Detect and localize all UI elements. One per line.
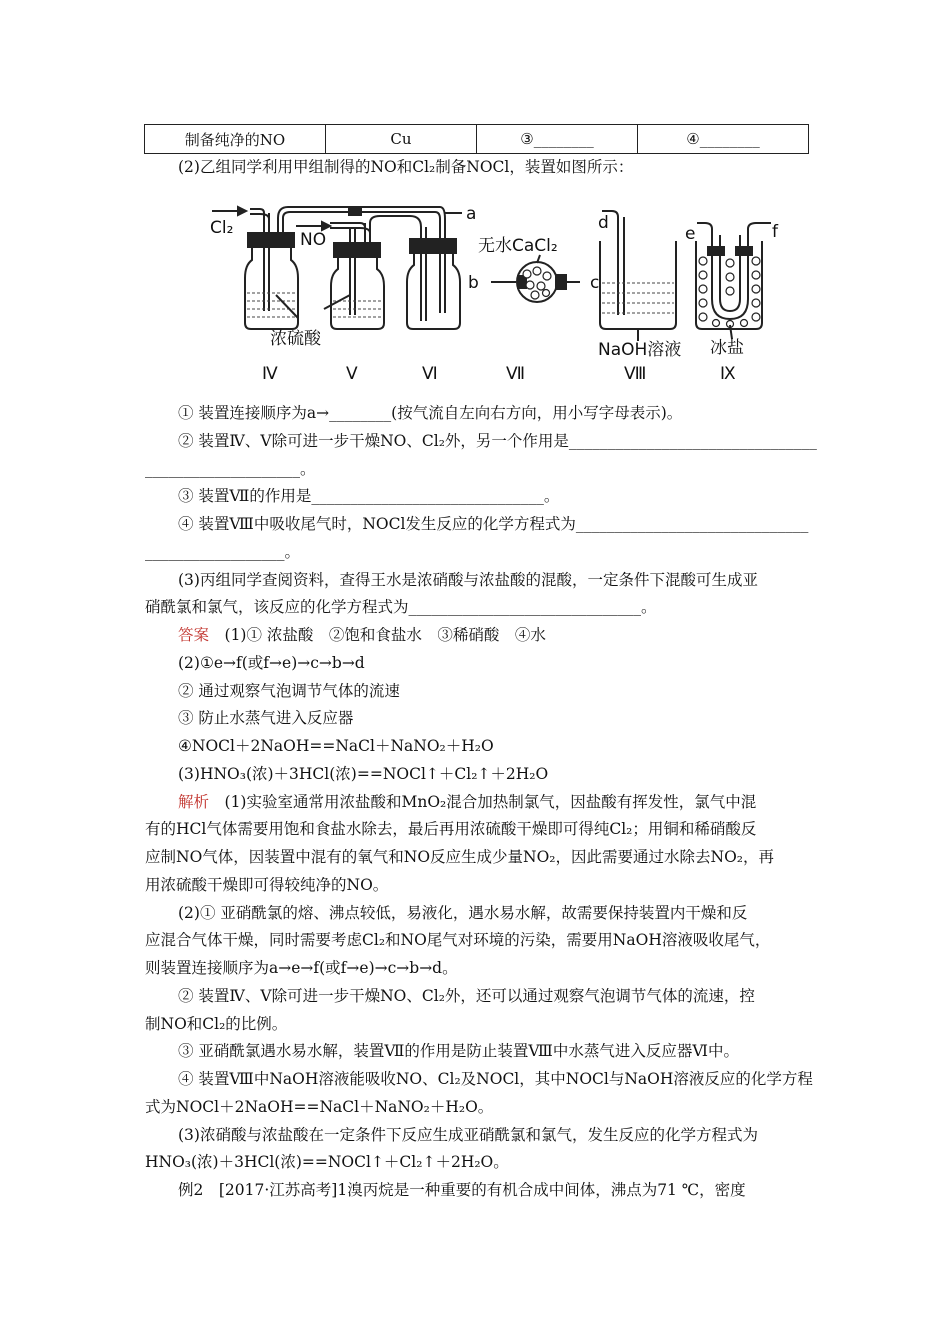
- analysis-line-14: HNO₃(浓)＋3HCl(浓)==NOCl↑＋Cl₂↑＋2H₂O。: [145, 1153, 509, 1171]
- analysis-line-12: 式为NOCl＋2NaOH==NaCl＋NaNO₂＋H₂O。: [145, 1098, 494, 1116]
- question-2-4: ④ 装置Ⅷ中吸收尾气时，NOCl发生反应的化学方程式为______________________________: [178, 515, 809, 533]
- answer-line-1: [178, 625, 810, 645]
- answer-line-2: (2)①e→f(或f→e)→c→b→d: [178, 654, 365, 672]
- port-a-label: a: [466, 204, 477, 224]
- question-2-2-cont: ____________________。: [145, 460, 316, 478]
- example-2-line: 例2 [2017·江苏高考]1溴丙烷是一种重要的有机合成中间体，沸点为71 ℃，密度: [178, 1181, 746, 1199]
- analysis-line-6: 应混合气体干燥，同时需要考虑Cl₂和NO尾气对环境的污染，需要用NaOH溶液吸收尾气，: [145, 931, 771, 949]
- apparatus-vii-label: Ⅶ: [506, 364, 526, 384]
- apparatus-v-label: Ⅴ: [346, 364, 358, 384]
- apparatus-iv-label: Ⅳ: [262, 364, 278, 384]
- reagent-table: [144, 124, 809, 154]
- analysis-text: (1)实验室通常用浓盐酸和MnO₂混合加热制氯气，因盐酸有挥发性，氯气中混: [209, 793, 757, 811]
- port-d-label: d: [598, 213, 609, 233]
- analysis-line-4: 用浓硫酸干燥即可得较纯净的NO。: [145, 876, 389, 894]
- question-2-1: ① 装置连接顺序为a→________(按气流自左向右方向，用小写字母表示)。: [178, 404, 683, 422]
- anhydrous-cacl2-label: 无水CaCl₂: [478, 236, 558, 256]
- question-2-2: ② 装置Ⅳ、Ⅴ除可进一步干燥NO、Cl₂外，另一个作用是________________________________: [178, 432, 817, 450]
- apparatus-vi-label: Ⅵ: [422, 364, 438, 384]
- table-cell: Cu: [326, 125, 477, 154]
- cl2-label: Cl₂: [210, 218, 234, 238]
- answer-line-4: ③ 防止水蒸气进入反应器: [178, 709, 354, 727]
- sulfuric-acid-label: 浓硫酸: [270, 329, 321, 349]
- apparatus-figure: [200, 183, 785, 393]
- port-e-label: e: [685, 224, 696, 244]
- answer-line-6: (3)HNO₃(浓)＋3HCl(浓)==NOCl↑＋Cl₂↑＋2H₂O: [178, 765, 549, 783]
- ice-salt-label: 冰盐: [710, 338, 744, 358]
- table-cell: 制备纯净的NO: [145, 125, 326, 154]
- analysis-line-13: (3)浓硝酸与浓盐酸在一定条件下反应生成亚硝酰氯和氯气，发生反应的化学方程式为: [178, 1126, 758, 1144]
- analysis-line-11: ④ 装置Ⅷ中NaOH溶液能吸收NO、Cl₂及NOCl，其中NOCl与NaOH溶液反应的化学方程: [178, 1070, 813, 1088]
- analysis-line-1: [178, 792, 810, 812]
- answer-label: 答案: [178, 626, 210, 644]
- analysis-line-10: ③ 亚硝酰氯遇水易水解，装置Ⅶ的作用是防止装置Ⅷ中水蒸气进入反应器Ⅵ中。: [178, 1042, 739, 1060]
- table-row: [145, 125, 809, 154]
- question-2-intro: (2)乙组同学利用甲组制得的NO和Cl₂制备NOCl，装置如图所示：: [178, 158, 634, 176]
- analysis-line-5: (2)① 亚硝酰氯的熔、沸点较低，易液化，遇水易水解，故需要保持装置内干燥和反: [178, 904, 748, 922]
- no-label: NO: [300, 230, 327, 250]
- analysis-line-7: 则装置连接顺序为a→e→f(或f→e)→c→b→d。: [145, 959, 458, 977]
- answer-line-3: ② 通过观察气泡调节气体的流速: [178, 682, 400, 700]
- analysis-label: 解析: [178, 793, 210, 811]
- apparatus-ix-label: Ⅸ: [720, 364, 736, 384]
- table-cell: ④________: [638, 125, 809, 154]
- answer-text: (1)① 浓盐酸 ②饱和食盐水 ③稀硝酸 ④水: [209, 626, 546, 644]
- analysis-line-3: 应制NO气体，因装置中混有的氧气和NO反应生成少量NO₂，因此需要通过水除去NO₂，再: [145, 848, 775, 866]
- apparatus-viii-label: Ⅷ: [624, 364, 647, 384]
- analysis-line-2: 有的HCl气体需要用饱和食盐水除去，最后再用浓硫酸干燥即可得纯Cl₂；用铜和稀硝酸反: [145, 820, 757, 838]
- question-3-cont: 硝酰氯和氯气，该反应的化学方程式为______________________________。: [145, 598, 657, 616]
- answer-line-5: ④NOCl＋2NaOH==NaCl＋NaNO₂＋H₂O: [178, 737, 494, 755]
- question-2-4-cont: __________________。: [145, 543, 301, 561]
- table-cell: ③________: [477, 125, 638, 154]
- analysis-line-9: 制NO和Cl₂的比例。: [145, 1015, 288, 1033]
- naoh-solution-label: NaOH溶液: [598, 340, 682, 360]
- port-b-label: b: [468, 273, 479, 293]
- question-3: (3)丙组同学查阅资料，查得王水是浓硝酸与浓盐酸的混酸，一定条件下混酸可生成亚: [178, 571, 758, 589]
- port-c-label: c: [590, 273, 600, 293]
- question-2-3: ③ 装置Ⅶ的作用是______________________________。: [178, 487, 560, 505]
- analysis-line-8: ② 装置Ⅳ、Ⅴ除可进一步干燥NO、Cl₂外，还可以通过观察气泡调节气体的流速，控: [178, 987, 755, 1005]
- port-f-label: f: [772, 222, 778, 242]
